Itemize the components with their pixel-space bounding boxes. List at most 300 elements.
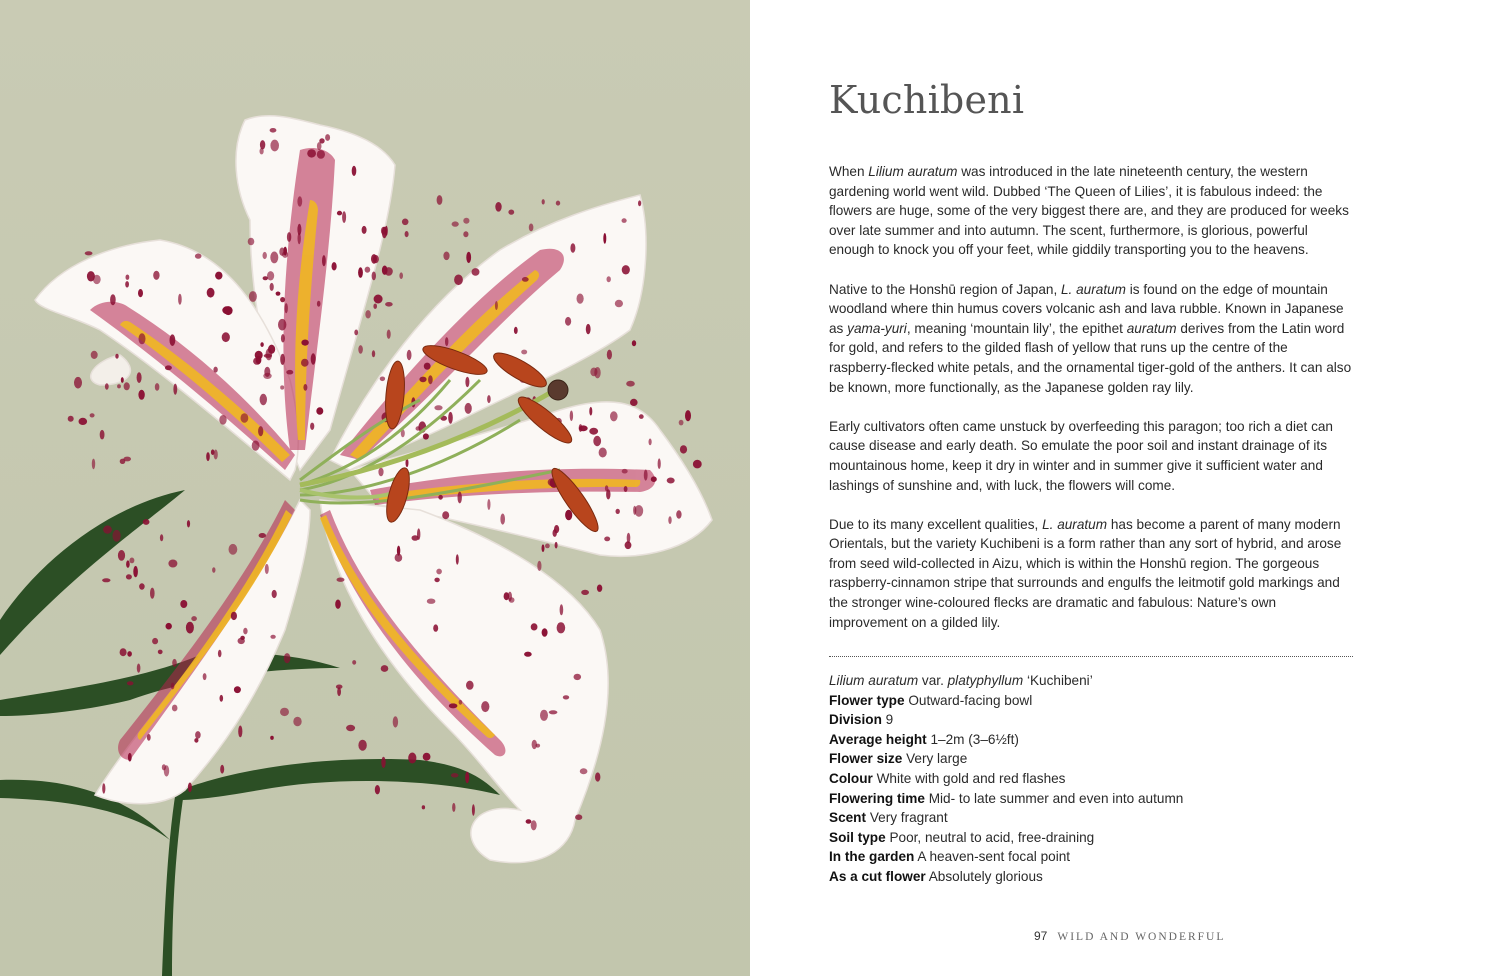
petal-speckle [622, 265, 630, 274]
petal-speckle [639, 414, 644, 419]
petal-speckle [610, 411, 618, 421]
petal-speckle [556, 201, 560, 206]
petal-speckle [255, 351, 263, 360]
section-title: WILD AND WONDERFUL [1057, 931, 1226, 943]
petal-speckle [514, 327, 518, 334]
petal-speckle [147, 734, 151, 741]
text-run: was introduced in the late nineteenth century, the western gardening world went wild. Dubbed ‘The Queen of Lilies’, it is fabulous indeed: the flowers are huge, some of the very biggest there are, and they are produced for weeks over late summer and into autumn. The scent, furthermore, is glorious, powerful enough to knock you off your feet, while giddily transporting you to the heavens. [829, 164, 1349, 258]
petal-speckle [557, 622, 566, 633]
petal-speckle [231, 612, 237, 620]
petal-speckle [133, 566, 138, 577]
petal-speckle [74, 377, 82, 389]
petal-speckle [280, 385, 284, 389]
petal-speckle [121, 377, 124, 383]
petal-speckle [437, 195, 443, 205]
petal-speckle [555, 542, 558, 549]
petal-speckle [622, 218, 627, 223]
petal-speckle [554, 525, 559, 533]
cultivar-name: ‘Kuchibeni’ [1023, 673, 1093, 688]
petal-speckle [352, 660, 356, 665]
petal-speckle [407, 350, 412, 360]
italic-term: auratum [1126, 320, 1177, 336]
petal-speckle [434, 578, 439, 583]
petal-speckle [362, 226, 367, 234]
petal-speckle [139, 333, 146, 344]
petal-speckle [531, 623, 538, 630]
petal-speckle [537, 561, 541, 571]
fact-rows [829, 691, 1353, 887]
petal-speckle [125, 281, 129, 287]
petal-speckle [158, 650, 163, 655]
petal-speckle [172, 705, 178, 712]
petal-speckle [495, 202, 501, 212]
petal-speckle [373, 255, 379, 263]
petal-speckle [317, 301, 321, 307]
petal-speckle [303, 384, 307, 391]
fact-label: Scent [829, 810, 867, 826]
petal-speckle [542, 544, 545, 552]
text-run: Early cultivators often came unstuck by overfeeding this paragon; too rich a diet can cause disease and early death. So emulate the poor soil and instant drainage of its mountainous home, keep it dry in winter and in summer give it sufficient water and lashings of sunshine and, with luck, the flowers will come. [829, 418, 1333, 493]
petal-speckle [448, 412, 453, 424]
fact-value: Mid- to late summer and even into autumn [928, 790, 1184, 806]
petal-speckle [375, 785, 380, 794]
petal-speckle [138, 390, 144, 400]
petal-speckle [463, 218, 469, 224]
petal-speckle [442, 511, 449, 519]
petal-speckle [508, 210, 514, 215]
petal-speckle [186, 622, 194, 634]
fact-row [829, 847, 1353, 867]
petal-speckle [380, 377, 385, 382]
petal-speckle [234, 686, 241, 693]
petal-speckle [280, 708, 289, 716]
page-footer [1034, 929, 1225, 943]
petal-speckle [195, 731, 201, 739]
petal-speckle [79, 418, 88, 425]
petal-speckle [249, 291, 257, 302]
petal-speckle [260, 140, 265, 149]
petal-speckle [424, 363, 431, 370]
fact-row [829, 867, 1353, 887]
petal-speckle [402, 219, 409, 226]
petal-speckle [203, 673, 207, 680]
petal-speckle [408, 753, 416, 764]
petal-speckle [481, 701, 489, 712]
petal-speckle [365, 267, 371, 273]
petal-speckle [668, 516, 671, 524]
petal-speckle [570, 243, 575, 253]
body-paragraph [829, 515, 1353, 633]
fact-label: Flower type [829, 692, 905, 708]
page-title: Kuchibeni [829, 78, 1025, 122]
petal-speckle [604, 537, 610, 542]
petal-speckle [85, 251, 93, 255]
petal-speckle [276, 292, 281, 296]
petal-speckle [281, 334, 285, 342]
fact-label: Colour [829, 770, 873, 786]
petal-speckle [187, 520, 190, 527]
petal-speckle [622, 469, 628, 474]
petal-speckle [423, 753, 431, 761]
petal-speckle [419, 377, 426, 383]
petal-speckle [138, 289, 143, 297]
botanical-name [829, 671, 1353, 691]
petal-speckle [422, 805, 425, 809]
petal-speckle [451, 773, 459, 777]
fact-value: Absolutely glorious [928, 868, 1043, 884]
fact-value: A heaven-sent focal point [917, 849, 1071, 865]
petal-speckle [595, 772, 600, 781]
fact-row [829, 730, 1353, 750]
petal-speckle [270, 128, 277, 133]
petal-speckle [91, 351, 98, 359]
petal-speckle [260, 342, 263, 347]
petal-speckle [180, 600, 187, 608]
petal-speckle [423, 433, 429, 439]
petal-speckle [385, 226, 388, 236]
petal-speckle [570, 411, 573, 422]
petal-speckle [463, 231, 468, 237]
petal-speckle [581, 590, 589, 595]
fact-row [829, 710, 1353, 730]
petal-speckle [624, 486, 628, 492]
petal-speckle [206, 452, 210, 461]
page-number: 97 [1034, 929, 1048, 943]
petal-speckle [229, 544, 238, 555]
petal-speckle [105, 383, 109, 389]
petal-speckle [278, 319, 286, 331]
text-page [750, 0, 1500, 976]
fact-value: Very large [906, 751, 968, 767]
genus-species: Lilium auratum [829, 673, 919, 688]
petal-speckle [260, 394, 267, 405]
petal-speckle [589, 428, 598, 435]
petal-speckle [372, 350, 375, 357]
petal-speckle [207, 288, 215, 298]
petal-speckle [616, 509, 620, 514]
petal-speckle [508, 592, 512, 602]
petal-speckle [387, 330, 391, 339]
petal-speckle [103, 526, 112, 534]
petal-speckle [452, 221, 459, 226]
text-run: When [829, 164, 869, 179]
petal-speckle [118, 550, 125, 561]
petal-speckle [658, 458, 661, 469]
fact-label: As a cut flower [829, 868, 926, 884]
petal-speckle [279, 248, 285, 256]
petal-speckle [667, 478, 675, 484]
petal-speckle [434, 405, 442, 410]
petal-speckle [428, 375, 433, 384]
petal-speckle [472, 804, 475, 815]
petal-speckle [311, 353, 316, 364]
petal-speckle [605, 485, 608, 491]
text-run: Due to its many excellent qualities, [829, 516, 1043, 532]
petal-speckle [285, 303, 288, 313]
petal-speckle [449, 703, 458, 708]
petal-speckle [165, 365, 172, 370]
petal-speckle [638, 200, 641, 206]
fact-value: 1–2m (3–6½ft) [930, 731, 1019, 747]
petal-speckle [565, 510, 572, 521]
petal-speckle [529, 224, 534, 232]
petal-speckle [393, 716, 398, 727]
petal-speckle [615, 300, 623, 308]
petal-speckle [115, 354, 118, 359]
petal-speckle [172, 659, 177, 667]
petal-speckle [270, 736, 274, 740]
petal-speckle [129, 558, 134, 564]
petal-speckle [164, 765, 169, 776]
italic-term: L. auratum [1061, 281, 1126, 297]
petal-speckle [319, 138, 324, 143]
petal-speckle [218, 650, 222, 658]
petal-speckle [153, 271, 159, 280]
petal-speckle [395, 554, 403, 562]
petal-speckle [222, 306, 231, 314]
petal-speckle [597, 585, 602, 592]
petal-speckle [354, 330, 358, 336]
petal-speckle [577, 294, 584, 304]
petal-speckle [586, 324, 591, 334]
fact-value: Outward-facing bowl [908, 692, 1033, 708]
petal-speckle [212, 567, 215, 573]
petal-speckle [693, 460, 702, 469]
petal-speckle [365, 310, 371, 318]
fact-value: 9 [885, 712, 894, 728]
petal-speckle [412, 535, 419, 541]
petal-speckle [240, 636, 245, 640]
petal-speckle [487, 395, 491, 403]
petal-speckle [337, 687, 341, 696]
petal-speckle [676, 510, 681, 518]
petal-speckle [651, 476, 657, 482]
petal-speckle [265, 564, 269, 574]
petal-speckle [280, 354, 285, 365]
petal-speckle [459, 700, 463, 705]
petal-speckle [335, 600, 341, 609]
fact-value: Very fragrant [869, 810, 948, 826]
body-paragraph [829, 162, 1353, 260]
petal-speckle [590, 368, 597, 377]
petal-speckle [316, 407, 323, 415]
petal-speckle [542, 628, 548, 637]
petal-speckle [195, 254, 202, 259]
petal-speckle [220, 765, 224, 774]
fact-label: Average height [829, 731, 927, 747]
fact-row [829, 769, 1353, 789]
body-paragraph [829, 280, 1353, 398]
petal-speckle [593, 436, 601, 446]
petal-speckle [579, 425, 588, 431]
petal-speckle [260, 148, 264, 154]
petal-speckle [310, 423, 314, 430]
petal-speckle [454, 275, 463, 286]
petal-speckle [160, 534, 163, 541]
petal-speckle [549, 710, 558, 714]
petal-speckle [215, 272, 222, 280]
petal-speckle [92, 459, 95, 470]
petal-speckle [213, 367, 217, 373]
petal-speckle [270, 283, 274, 291]
petal-speckle [456, 554, 459, 564]
petal-speckle [93, 275, 101, 284]
petal-speckle [374, 295, 383, 304]
petal-speckle [266, 349, 273, 361]
petal-speckle [542, 199, 545, 204]
petal-speckle [258, 426, 263, 436]
petal-speckle [270, 140, 279, 152]
petal-speckle [680, 445, 687, 453]
petal-speckle [139, 583, 145, 589]
petal-speckle [466, 681, 474, 690]
petal-speckle [284, 653, 291, 663]
petal-speckle [102, 783, 105, 793]
petal-speckle [127, 651, 132, 657]
petal-speckle [607, 276, 611, 282]
fact-label: Soil type [829, 829, 886, 845]
fact-value: Poor, neutral to acid, free-draining [889, 829, 1095, 845]
petal-speckle [580, 768, 588, 774]
petal-speckle [178, 294, 182, 305]
petal-speckle [632, 340, 636, 346]
petal-speckle [322, 255, 326, 266]
petal-speckle [532, 740, 537, 749]
petal-speckle [68, 416, 74, 422]
petal-speckle [301, 340, 308, 346]
petal-speckle [280, 297, 285, 302]
petal-speckle [372, 272, 376, 281]
petal-speckle [630, 399, 638, 406]
petal-speckle [465, 772, 469, 783]
text-run: has become a parent of many modern Orientals, but the variety Kuchibeni is a form rather than any sort of hybrid, and arose from seed wild-collected in Aizu, which is within the Honshū region. The gorgeous raspberry-cinnamon stripe that surrounds and engulfs the leitmotif gold markings and the stronger wine-coloured flecks are dramatic and fabulous: Nature’s own improvement on a gilded lily. [829, 516, 1342, 630]
dotted-divider [829, 656, 1353, 657]
var-word: var. [918, 673, 948, 688]
petal-speckle [126, 560, 130, 567]
petal-speckle [342, 211, 346, 223]
petal-speckle [358, 267, 363, 278]
petal-speckle [472, 268, 480, 276]
petal-speckle [560, 604, 564, 615]
petal-speckle [90, 413, 95, 417]
petal-speckle [126, 275, 130, 280]
petal-speckle [272, 590, 277, 598]
petal-speckle [113, 530, 121, 542]
petal-speckle [433, 624, 438, 631]
petal-speckle [191, 616, 197, 621]
petal-speckle [452, 803, 455, 812]
petal-speckle [399, 272, 403, 279]
petal-speckle [293, 717, 301, 727]
petal-speckle [120, 648, 127, 656]
text-run: Native to the Honshū region of Japan, [829, 281, 1061, 297]
fact-label: In the garden [829, 849, 915, 865]
petal-speckle [325, 134, 330, 141]
petal-speckle [443, 252, 449, 261]
petal-speckle [238, 726, 242, 738]
petal-speckle [168, 560, 177, 568]
petal-speckle [575, 814, 582, 820]
petal-speckle [337, 211, 342, 216]
petal-speckle [301, 359, 309, 367]
petal-speckle [270, 252, 278, 264]
petal-speckle [102, 578, 110, 582]
petal-speckle [381, 665, 389, 672]
petal-speckle [500, 514, 505, 525]
petal-speckle [128, 753, 132, 762]
petal-speckle [307, 149, 316, 157]
petal-speckle [337, 578, 345, 582]
petal-speckle [259, 533, 266, 538]
fact-row [829, 808, 1353, 828]
petal-speckle [438, 495, 443, 500]
petal-speckle [521, 350, 527, 355]
petal-speckle [117, 384, 121, 388]
petal-speckle [252, 441, 260, 451]
petal-speckle [214, 450, 218, 460]
petal-speckle [685, 410, 691, 421]
petal-speckle [679, 420, 684, 426]
petal-speckle [346, 725, 355, 731]
petal-speckle [152, 638, 158, 644]
petal-speckle [194, 738, 198, 743]
petal-speckle [487, 499, 490, 510]
petal-speckle [603, 233, 606, 244]
petal-speckle [220, 695, 224, 702]
petal-speckle [495, 301, 498, 310]
variety-name: platyphyllum [947, 673, 1024, 688]
petal-speckle [633, 506, 636, 515]
petal-speckle [531, 820, 537, 830]
petal-speckle [427, 599, 436, 604]
petal-speckle [287, 232, 291, 242]
petal-speckle [466, 252, 471, 263]
petal-speckle [373, 304, 377, 309]
petal-speckle [267, 271, 274, 280]
petal-speckle [524, 652, 532, 657]
petal-speckle [540, 710, 548, 721]
petal-speckle [124, 382, 130, 390]
petal-speckle [286, 370, 293, 375]
petal-speckle [381, 757, 385, 768]
petal-speckle [150, 588, 155, 599]
petal-speckle [465, 377, 469, 387]
petal-speckle [526, 819, 532, 824]
fact-row [829, 789, 1353, 809]
petal-speckle [100, 430, 105, 440]
petal-speckle [270, 635, 275, 639]
petal-speckle [173, 384, 177, 395]
petal-speckle [589, 407, 592, 416]
body-paragraph [829, 417, 1353, 495]
petal-speckle [243, 628, 247, 635]
fact-row [829, 749, 1353, 769]
petal-speckle [241, 413, 249, 423]
article-body [829, 162, 1353, 652]
petal-speckle [143, 519, 150, 525]
text-run: , meaning ‘mountain lily’, the epithet [906, 320, 1127, 336]
petal-speckle [644, 470, 648, 481]
petal-speckle [563, 695, 569, 699]
petal-speckle [171, 683, 175, 690]
fact-label: Division [829, 712, 882, 728]
petal-speckle [170, 334, 176, 346]
petal-speckle [264, 367, 270, 377]
petal-speckle [155, 383, 160, 391]
plant-facts [829, 671, 1353, 887]
petal-speckle [627, 533, 631, 543]
italic-term: Lilium auratum [868, 164, 958, 179]
